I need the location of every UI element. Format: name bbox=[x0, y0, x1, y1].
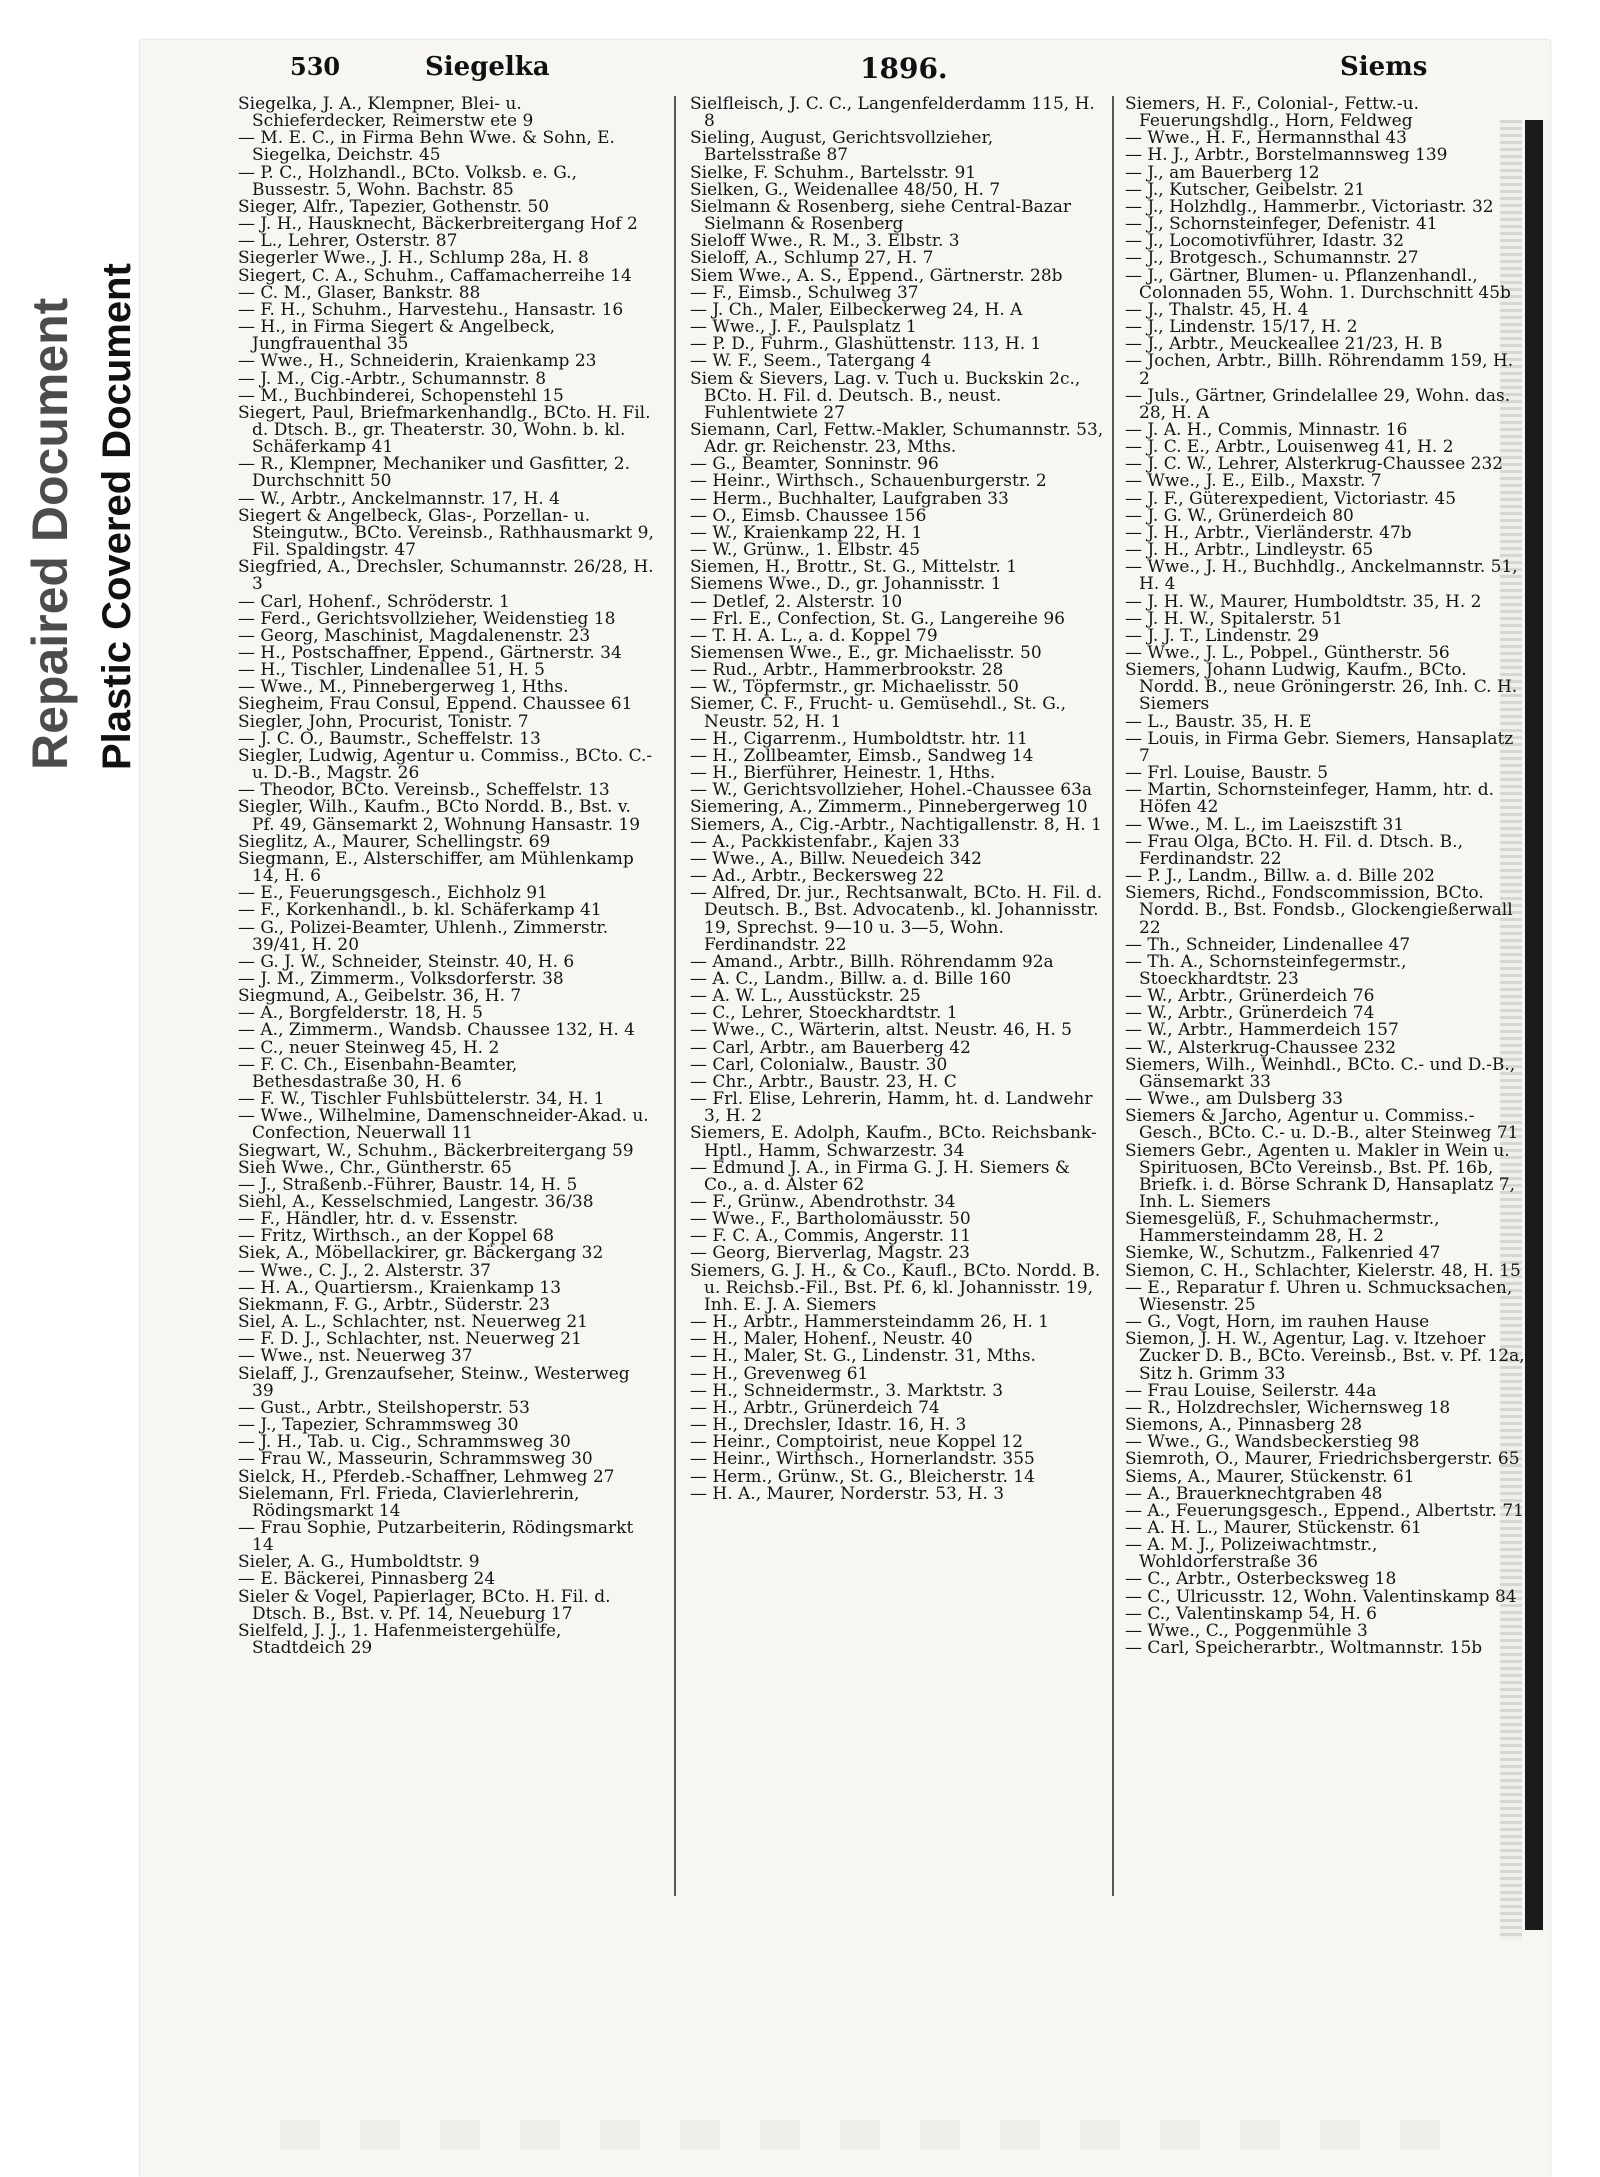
binding-label-plastic: Plastic Covered Document bbox=[95, 263, 139, 770]
directory-entry: — Frl. Louise, Baustr. 5 bbox=[1125, 763, 1329, 784]
directory-entry: — J., Straßenb.-Führer, Baustr. 14, H. 5 bbox=[238, 1174, 578, 1195]
directory-entry: Sieloff Wwe., R. M., 3. Elbstr. 3 bbox=[690, 231, 960, 252]
directory-entry: — Frau Olga, BCto. H. Fil. d. Dtsch. B., Ferdinandstr. 22 bbox=[1125, 831, 1463, 869]
directory-entry: — J., Gärtner, Blumen- u. Pflanzenhandl., Colonnaden 55, Wohn. 1. Durchschnitt 45b bbox=[1125, 265, 1511, 303]
directory-entry: — Th., Schneider, Lindenallee 47 bbox=[1125, 934, 1411, 955]
directory-entry: — Louis, in Firma Gebr. Siemers, Hansaplatz 7 bbox=[1125, 728, 1514, 766]
directory-entry: Sieling, August, Gerichtsvollzieher, Bartelsstraße 87 bbox=[690, 128, 994, 166]
directory-entry: Sieler & Vogel, Papierlager, BCto. H. Fil. d. Dtsch. B., Bst. v. Pf. 14, Neueburg 17 bbox=[238, 1586, 611, 1624]
directory-entry: — Wwe., am Dulsberg 33 bbox=[1125, 1089, 1344, 1110]
directory-entry: Siemer, C. F., Frucht- u. Gemüsehdl., St. G., Neustr. 52, H. 1 bbox=[690, 694, 1067, 732]
directory-entry: — J., Kutscher, Geibelstr. 21 bbox=[1125, 179, 1366, 200]
directory-entry: Siegwart, W., Schuhm., Bäckerbreitergang 59 bbox=[238, 1140, 634, 1161]
directory-entry: — J., Arbtr., Meuckeallee 21/23, H. B bbox=[1125, 334, 1443, 355]
directory-entry: — G., Vogt, Horn, im rauhen Hause bbox=[1125, 1312, 1430, 1333]
column-divider bbox=[674, 96, 676, 1896]
directory-entry: — Detlef, 2. Alsterstr. 10 bbox=[690, 591, 903, 612]
directory-entry: — H., in Firma Siegert & Angelbeck, Jungfrauenthal 35 bbox=[238, 317, 556, 355]
header-year: 1896. bbox=[860, 52, 948, 85]
directory-entry: — A. C., Landm., Billw. a. d. Bille 160 bbox=[690, 968, 1012, 989]
directory-entry: — J. C. W., Lehrer, Alsterkrug-Chaussee 232 bbox=[1125, 454, 1504, 475]
directory-entry: — W., Kraienkamp 22, H. 1 bbox=[690, 522, 923, 543]
directory-entry: Siehl, A., Kesselschmied, Langestr. 36/38 bbox=[238, 1192, 594, 1212]
directory-entry: — Rud., Arbtr., Hammerbrookstr. 28 bbox=[690, 660, 1004, 681]
directory-entry: — Carl, Hohenf., Schröderstr. 1 bbox=[238, 591, 510, 612]
directory-entry: Siegerler Wwe., J. H., Schlump 28a, H. 8 bbox=[238, 248, 589, 269]
directory-entry: — Georg, Bierverlag, Magstr. 23 bbox=[690, 1243, 970, 1264]
directory-entry: — F. C. Ch., Eisenbahn-Beamter, Bethesdastraße 30, H. 6 bbox=[238, 1054, 518, 1092]
directory-entry: Siemann, Carl, Fettw.-Makler, Schumannstr. 53, Adr. gr. Reichenstr. 23, Mths. bbox=[690, 419, 1104, 458]
directory-entry: — C. M., Glaser, Bankstr. 88 bbox=[238, 282, 481, 303]
directory-entry: — P. J., Landm., Billw. a. d. Bille 202 bbox=[1125, 866, 1435, 887]
directory-entry: — H. J., Arbtr., Borstelmannsweg 139 bbox=[1125, 145, 1448, 166]
directory-entry: — A., Brauerknechtgraben 48 bbox=[1125, 1483, 1383, 1504]
directory-entry: — W. F., Seem., Tatergang 4 bbox=[690, 351, 932, 372]
directory-entry: Siegelka, J. A., Klempner, Blei- u. Schieferdecker, Reimerstw ete 9 bbox=[238, 96, 534, 132]
directory-entry: Sielaff, J., Grenzaufseher, Steinw., Westerweg 39 bbox=[238, 1363, 630, 1401]
directory-entry: — H., Maler, Hohenf., Neustr. 40 bbox=[690, 1329, 973, 1350]
directory-entry: Sieler, A. G., Humboldtstr. 9 bbox=[238, 1552, 480, 1573]
directory-entry: — H., Schneidermstr., 3. Marktstr. 3 bbox=[690, 1380, 1004, 1401]
directory-entry: — J. Ch., Maler, Eilbeckerweg 24, H. A bbox=[690, 299, 1023, 320]
directory-entry: — Wwe., Wilhelmine, Damenschneider-Akad. u. Confection, Neuerwall 11 bbox=[238, 1106, 649, 1144]
directory-entry: — Wwe., G., Wandsbeckerstieg 98 bbox=[1125, 1432, 1420, 1453]
directory-entry: — G. J. W., Schneider, Steinstr. 40, H. 6 bbox=[238, 951, 575, 972]
directory-entry: Siemers, H. F., Colonial-, Fettw.-u. Feuerungshdlg., Horn, Feldweg bbox=[1125, 96, 1420, 132]
directory-entry: — W., Alsterkrug-Chaussee 232 bbox=[1125, 1037, 1397, 1058]
directory-entry: — F. C. A., Commis, Angerstr. 11 bbox=[690, 1226, 972, 1247]
directory-entry: — A. H. L., Maurer, Stückenstr. 61 bbox=[1125, 1517, 1422, 1538]
directory-entry: — Frl. E., Confection, St. G., Langereihe 96 bbox=[690, 608, 1065, 629]
directory-column-2 bbox=[690, 96, 1108, 1926]
directory-entry: Siel, A. L., Schlachter, nst. Neuerweg 21 bbox=[238, 1312, 589, 1333]
directory-entry: — J. F., Güterexpedient, Victoriastr. 45 bbox=[1125, 488, 1457, 509]
directory-entry: — J., Thalstr. 45, H. 4 bbox=[1125, 299, 1309, 320]
directory-entry: Siemons, A., Pinnasberg 28 bbox=[1125, 1415, 1363, 1436]
directory-entry: — Gust., Arbtr., Steilshoperstr. 53 bbox=[238, 1397, 530, 1418]
directory-column-3 bbox=[1125, 96, 1525, 1926]
directory-entry: — J. M., Zimmerm., Volksdorferstr. 38 bbox=[238, 968, 564, 989]
directory-entry: — A., Feuerungsgesch., Eppend., Albertstr. 71 bbox=[1125, 1500, 1524, 1521]
directory-entry: — A. W. L., Ausstückstr. 25 bbox=[690, 986, 921, 1007]
directory-entry: — F. H., Schuhm., Harvestehu., Hansastr. 16 bbox=[238, 299, 624, 320]
directory-entry: — Wwe., C., Wärterin, altst. Neustr. 46, H. 5 bbox=[690, 1020, 1072, 1041]
directory-entry: — L., Lehrer, Osterstr. 87 bbox=[238, 231, 458, 252]
directory-entry: Sielmann & Rosenberg, siehe Central-Bazar Sielmann & Rosenberg bbox=[690, 196, 1071, 235]
directory-entry: Sieger, Alfr., Tapezier, Gothenstr. 50 bbox=[238, 196, 550, 217]
directory-entry: Sielken, G., Weidenallee 48/50, H. 7 bbox=[690, 179, 1001, 200]
directory-column-1 bbox=[238, 96, 656, 1926]
directory-entry: — Wwe., F., Bartholomäusstr. 50 bbox=[690, 1209, 971, 1230]
binding-strip bbox=[0, 0, 139, 2177]
directory-entry: — H., Grevenweg 61 bbox=[690, 1363, 869, 1384]
directory-entry: — J. A. H., Commis, Minnastr. 16 bbox=[1125, 419, 1408, 440]
directory-entry: Siem Wwe., A. S., Eppend., Gärtnerstr. 28b bbox=[690, 265, 1063, 286]
directory-entry: Sielfleisch, J. C. C., Langenfelderdamm 115, H. 8 bbox=[690, 96, 1095, 132]
directory-entry: — Wwe., C., Poggenmühle 3 bbox=[1125, 1620, 1368, 1641]
directory-entry: Siemen, H., Brottr., St. G., Mittelstr. 1 bbox=[690, 557, 1018, 578]
directory-entry: — J. H., Arbtr., Vierländerstr. 47b bbox=[1125, 522, 1412, 543]
directory-entry: — Frl. Elise, Lehrerin, Hamm, ht. d. Landwehr 3, H. 2 bbox=[690, 1089, 1093, 1127]
directory-entry: — J. C. O., Baumstr., Scheffelstr. 13 bbox=[238, 728, 541, 749]
directory-entry: Siemers, Johann Ludwig, Kaufm., BCto. Nordd. B., neue Gröningerstr. 26, Inh. C. H. Siemers bbox=[1125, 660, 1518, 715]
directory-entry: — J. H., Tab. u. Cig., Schrammsweg 30 bbox=[238, 1432, 571, 1453]
directory-entry: — J., Brotgesch., Schumannstr. 27 bbox=[1125, 248, 1419, 269]
directory-entry: — C., Arbtr., Osterbecksweg 18 bbox=[1125, 1569, 1397, 1590]
directory-entry: — Carl, Arbtr., am Bauerberg 42 bbox=[690, 1037, 971, 1058]
directory-entry: — W., Arbtr., Anckelmannstr. 17, H. 4 bbox=[238, 488, 560, 509]
column-divider bbox=[1112, 96, 1114, 1896]
directory-entry: — Ferd., Gerichtsvollzieher, Weidenstieg 18 bbox=[238, 608, 616, 629]
directory-entry: — Heinr., Wirthsch., Hornerlandstr. 355 bbox=[690, 1449, 1035, 1470]
directory-entry: — J., Locomotivführer, Idastr. 32 bbox=[1125, 231, 1405, 252]
directory-entry: — E., Reparatur f. Uhren u. Schmucksachen, Wiesenstr. 25 bbox=[1125, 1277, 1513, 1315]
directory-entry: — Fritz, Wirthsch., an der Koppel 68 bbox=[238, 1226, 555, 1247]
directory-entry: — F., Händler, htr. d. v. Essenstr. bbox=[238, 1209, 519, 1230]
directory-entry: — Martin, Schornsteinfeger, Hamm, htr. d. Höfen 42 bbox=[1125, 780, 1495, 818]
directory-entry: — P. C., Holzhandl., BCto. Volksb. e. G., Bussestr. 5, Wohn. Bachstr. 85 bbox=[238, 162, 577, 200]
directory-entry: — F. W., Tischler Fuhlsbüttelerstr. 34, H. 1 bbox=[238, 1089, 605, 1110]
directory-entry: Siemroth, O., Maurer, Friedrichsbergerstr. 65 bbox=[1125, 1449, 1520, 1470]
directory-entry: Siemers, E. Adolph, Kaufm., BCto. Reichsbank-Hptl., Hamm, Schwarzestr. 34 bbox=[690, 1123, 1097, 1161]
bleed-through-text bbox=[280, 2120, 1460, 2150]
directory-entry: — Edmund J. A., in Firma G. J. H. Siemers & Co., a. d. Alster 62 bbox=[690, 1157, 1071, 1195]
directory-entry: — Wwe., C. J., 2. Alsterstr. 37 bbox=[238, 1260, 491, 1281]
directory-entry: — A. M. J., Polizeiwachtmstr., Wohldorferstraße 36 bbox=[1125, 1535, 1378, 1573]
directory-entry: — F., Eimsb., Schulweg 37 bbox=[690, 282, 919, 303]
directory-entry: Siemon, C. H., Schlachter, Kielerstr. 48, H. 15 bbox=[1125, 1260, 1521, 1281]
directory-entry: — M. E. C., in Firma Behn Wwe. & Sohn, E. Siegelka, Deichstr. 45 bbox=[238, 128, 615, 166]
directory-entry: — Heinr., Comptoirist, neue Koppel 12 bbox=[690, 1432, 1024, 1453]
directory-entry: — H., Postschaffner, Eppend., Gärtnerstr. 34 bbox=[238, 643, 622, 663]
directory-entry: — Wwe., J. H., Buchhdlg., Anckelmannstr. 51, H. 4 bbox=[1125, 557, 1518, 595]
directory-entry: — Amand., Arbtr., Billh. Röhrendamm 92a bbox=[690, 951, 1054, 972]
directory-entry: — Heinr., Wirthsch., Schauenburgerstr. 2 bbox=[690, 471, 1047, 492]
directory-entry: — A., Packkistenfabr., Kajen 33 bbox=[690, 831, 960, 852]
directory-entry: — C., Valentinskamp 54, H. 6 bbox=[1125, 1603, 1377, 1624]
directory-entry: — W., Arbtr., Hammerdeich 157 bbox=[1125, 1020, 1399, 1041]
directory-entry: — G., Beamter, Sonninstr. 96 bbox=[690, 454, 939, 475]
directory-entry: Siek, A., Möbellackirer, gr. Bäckergang 32 bbox=[238, 1243, 604, 1264]
directory-entry: — J. H., Hausknecht, Bäckerbreitergang Hof 2 bbox=[238, 214, 638, 235]
page-edge-shadow bbox=[1525, 120, 1543, 1930]
directory-entry: — H., Tischler, Lindenallee 51, H. 5 bbox=[238, 660, 545, 681]
directory-entry: — Georg, Maschinist, Magdalenenstr. 23 bbox=[238, 625, 591, 646]
directory-entry: — C., neuer Steinweg 45, H. 2 bbox=[238, 1037, 500, 1058]
directory-entry: — W., Arbtr., Grünerdeich 74 bbox=[1125, 1003, 1375, 1024]
page-header bbox=[280, 52, 1530, 92]
directory-entry: Siegmann, E., Alsterschiffer, am Mühlenkamp 14, H. 6 bbox=[238, 848, 634, 887]
directory-entry: — Frau Louise, Seilerstr. 44a bbox=[1125, 1380, 1377, 1401]
directory-entry: Siemesgelüß, F., Schuhmachermstr., Hammersteindamm 28, H. 2 bbox=[1125, 1209, 1440, 1247]
directory-entry: — F., Korkenhandl., b. kl. Schäferkamp 41 bbox=[238, 900, 602, 921]
directory-entry: — M., Buchbinderei, Schopenstehl 15 bbox=[238, 385, 564, 406]
directory-entry: — E. Bäckerei, Pinnasberg 24 bbox=[238, 1569, 496, 1590]
directory-entry: — Juls., Gärtner, Grindelallee 29, Wohn. das. 28, H. A bbox=[1125, 385, 1511, 423]
directory-entry: Siegler, John, Procurist, Tonistr. 7 bbox=[238, 711, 529, 732]
directory-entry: Siegler, Ludwig, Agentur u. Commiss., BCto. C.- u. D.-B., Magstr. 26 bbox=[238, 745, 653, 784]
binding-label-repaired: Repaired Document bbox=[22, 297, 78, 770]
directory-entry: Sielfeld, J. J., 1. Hafenmeistergehülfe, Stadtdeich 29 bbox=[238, 1620, 562, 1659]
directory-entry: — J. J. T., Lindenstr. 29 bbox=[1125, 625, 1319, 646]
directory-entry: — H., Bierführer, Heinestr. 1, Hths. bbox=[690, 763, 996, 784]
page-number: 530 bbox=[290, 52, 341, 81]
directory-entry: — H., Zollbeamter, Eimsb., Sandweg 14 bbox=[690, 745, 1034, 766]
directory-entry: — Wwe., J. E., Eilb., Maxstr. 7 bbox=[1125, 471, 1382, 492]
directory-entry: — Wwe., J. L., Pobpel., Güntherstr. 56 bbox=[1125, 643, 1450, 663]
directory-entry: — Herm., Buchhalter, Laufgraben 33 bbox=[690, 488, 1009, 509]
directory-entry: — J. H. W., Spitalerstr. 51 bbox=[1125, 608, 1343, 629]
directory-entry: — H., Arbtr., Grünerdeich 74 bbox=[690, 1397, 940, 1418]
directory-entry: — C., Ulricusstr. 12, Wohn. Valentinskamp 84 bbox=[1125, 1586, 1517, 1607]
directory-entry: — H. A., Quartiersm., Kraienkamp 13 bbox=[238, 1277, 562, 1298]
directory-entry: — J., am Bauerberg 12 bbox=[1125, 162, 1320, 183]
directory-entry: Siemers & Jarcho, Agentur u. Commiss.-Gesch., BCto. C.- u. D.-B., alter Steinweg 71 bbox=[1125, 1106, 1519, 1144]
directory-entry: — T. H. A. L., a. d. Koppel 79 bbox=[690, 625, 938, 646]
directory-entry: — L., Baustr. 35, H. E bbox=[1125, 711, 1312, 732]
directory-entry: Siem & Sievers, Lag. v. Tuch u. Buckskin 2c., BCto. H. Fil. d. Deutsch. B., neust. Fuhlentwiete 27 bbox=[690, 368, 1081, 423]
directory-entry: — J. H. W., Maurer, Humboldtstr. 35, H. 2 bbox=[1125, 591, 1482, 612]
directory-entry: — J., Schornsteinfeger, Defenistr. 41 bbox=[1125, 214, 1438, 235]
directory-entry: — Frau W., Masseurin, Schrammsweg 30 bbox=[238, 1449, 593, 1470]
directory-entry: — H., Cigarrenm., Humboldtstr. htr. 11 bbox=[690, 728, 1028, 749]
directory-entry: — H., Drechsler, Idastr. 16, H. 3 bbox=[690, 1415, 967, 1436]
directory-entry: Siegert, Paul, Briefmarkenhandlg., BCto. H. Fil. d. Dtsch. B., gr. Theaterstr. 30, Wohn. b. kl. Schäferkamp 41 bbox=[238, 402, 651, 458]
directory-entry: — Th. A., Schornsteinfegermstr., Stoeckhardtstr. 23 bbox=[1125, 951, 1407, 989]
directory-entry: — W., Arbtr., Grünerdeich 76 bbox=[1125, 986, 1375, 1007]
directory-entry: — Ad., Arbtr., Beckersweg 22 bbox=[690, 866, 945, 887]
directory-entry: — Wwe., H., Schneiderin, Kraienkamp 23 bbox=[238, 351, 597, 372]
directory-entry: — Wwe., M. L., im Laeiszstift 31 bbox=[1125, 814, 1405, 835]
directory-entry: Siemering, A., Zimmerm., Pinnebergerweg 10 bbox=[690, 797, 1088, 818]
directory-entry: — C., Lehrer, Stoeckhardtstr. 1 bbox=[690, 1003, 958, 1024]
directory-entry: Sieh Wwe., Chr., Güntherstr. 65 bbox=[238, 1157, 512, 1178]
directory-entry: — J. H., Arbtr., Lindleystr. 65 bbox=[1125, 540, 1374, 561]
directory-entry: — H., Maler, St. G., Lindenstr. 31, Mths. bbox=[690, 1346, 1036, 1367]
directory-entry: — O., Eimsb. Chaussee 156 bbox=[690, 505, 927, 526]
directory-entry: — W., Töpfermstr., gr. Michaelisstr. 50 bbox=[690, 677, 1019, 698]
directory-entry: Sielemann, Frl. Frieda, Clavierlehrerin, Rödingsmarkt 14 bbox=[238, 1483, 580, 1521]
directory-entry: — F. D. J., Schlachter, nst. Neuerweg 21 bbox=[238, 1329, 582, 1350]
directory-entry: Siegheim, Frau Consul, Eppend. Chaussee 61 bbox=[238, 694, 633, 715]
directory-entry: Sieglitz, A., Maurer, Schellingstr. 69 bbox=[238, 831, 551, 852]
directory-entry: — Alfred, Dr. jur., Rechtsanwalt, BCto. H. Fil. d. Deutsch. B., Bst. Advocatenb., kl. Johannisstr. 19, Sprechst. 9—10 u. 3—5, Wohn. Ferdinandstr. 22 bbox=[690, 883, 1103, 955]
header-left-keyword: Siegelka bbox=[425, 52, 550, 82]
directory-entry: — R., Klempner, Mechaniker und Gasfitter, 2. Durchschnitt 50 bbox=[238, 454, 631, 492]
directory-entry: Siegler, Wilh., Kaufm., BCto Nordd. B., Bst. v. Pf. 49, Gänsemarkt 2, Wohnung Hansastr. 19 bbox=[238, 797, 641, 835]
directory-entry: — Jochen, Arbtr., Billh. Röhrendamm 159, H. 2 bbox=[1125, 351, 1514, 389]
directory-entry: — Carl, Colonialw., Baustr. 30 bbox=[690, 1054, 948, 1075]
directory-entry: — F., Grünw., Abendrothstr. 34 bbox=[690, 1192, 956, 1212]
directory-entry: — Carl, Speicherarbtr., Woltmannstr. 15b bbox=[1125, 1638, 1483, 1659]
directory-entry: Siemke, W., Schutzm., Falkenried 47 bbox=[1125, 1243, 1441, 1264]
directory-entry: Siemers, A., Cig.-Arbtr., Nachtigallenstr. 8, H. 1 bbox=[690, 814, 1102, 835]
header-right-keyword: Siems bbox=[1340, 52, 1428, 82]
directory-entry: — J. M., Cig.-Arbtr., Schumannstr. 8 bbox=[238, 368, 547, 389]
directory-entry: — G., Polizei-Beamter, Uhlenh., Zimmerstr. 39/41, H. 20 bbox=[238, 917, 609, 955]
directory-entry: Siemers Gebr., Agenten u. Makler in Wein u. Spirituosen, BCto Vereinsb., Bst. Pf. 16b, Briefk. i. d. Börse Schrank D, Hansaplatz 7, Inh. L. Siemers bbox=[1125, 1140, 1515, 1212]
directory-entry: Siemers, Richd., Fondscommission, BCto. Nordd. B., Bst. Fondsb., Glockengießerwall 22 bbox=[1125, 883, 1513, 938]
directory-entry: Siems, A., Maurer, Stückenstr. 61 bbox=[1125, 1466, 1415, 1487]
directory-entry: — Wwe., H. F., Hermannsthal 43 bbox=[1125, 128, 1407, 149]
directory-entry: — Wwe., A., Billw. Neuedeich 342 bbox=[690, 848, 982, 869]
directory-entry: — A., Borgfelderstr. 18, H. 5 bbox=[238, 1003, 483, 1024]
directory-entry: — Herm., Grünw., St. G., Bleicherstr. 14 bbox=[690, 1466, 1035, 1487]
directory-entry: — H., Arbtr., Hammersteindamm 26, H. 1 bbox=[690, 1312, 1049, 1333]
directory-entry: — P. D., Fuhrm., Glashüttenstr. 113, H. 1 bbox=[690, 334, 1042, 355]
directory-entry: — Wwe., J. F., Paulsplatz 1 bbox=[690, 317, 917, 338]
directory-entry: Siegfried, A., Drechsler, Schumannstr. 26/28, H. 3 bbox=[238, 557, 654, 595]
directory-entry: — W., Gerichtsvollzieher, Hohel.-Chaussee 63a bbox=[690, 780, 1093, 801]
directory-entry: Siegmund, A., Geibelstr. 36, H. 7 bbox=[238, 986, 522, 1007]
directory-entry: Sielck, H., Pferdeb.-Schaffner, Lehmweg 27 bbox=[238, 1466, 615, 1487]
directory-entry: — J. G. W., Grünerdeich 80 bbox=[1125, 505, 1354, 526]
directory-entry: Siegert & Angelbeck, Glas-, Porzellan- u. Steingutw., BCto. Vereinsb., Rathhausmarkt 9, Fil. Spaldingstr. 47 bbox=[238, 505, 654, 561]
directory-entry: Sielke, F. Schuhm., Bartelsstr. 91 bbox=[690, 162, 977, 183]
directory-entry: Sieloff, A., Schlump 27, H. 7 bbox=[690, 248, 934, 269]
directory-entry: — J. C. E., Arbtr., Louisenweg 41, H. 2 bbox=[1125, 437, 1454, 458]
directory-entry: — A., Zimmerm., Wandsb. Chaussee 132, H. 4 bbox=[238, 1020, 635, 1041]
directory-entry: — J., Lindenstr. 15/17, H. 2 bbox=[1125, 317, 1358, 338]
directory-entry: — Frau Sophie, Putzarbeiterin, Rödingsmarkt 14 bbox=[238, 1517, 634, 1556]
directory-entry: — J., Holzhdlg., Hammerbr., Victoriastr. 32 bbox=[1125, 196, 1494, 217]
directory-entry: — J., Tapezier, Schrammsweg 30 bbox=[238, 1415, 519, 1436]
directory-entry: — R., Holzdrechsler, Wichernsweg 18 bbox=[1125, 1397, 1451, 1418]
directory-entry: Siemens Wwe., D., gr. Johannisstr. 1 bbox=[690, 574, 1002, 595]
directory-entry: — E., Feuerungsgesch., Eichholz 91 bbox=[238, 883, 548, 904]
binding-label-group bbox=[20, 0, 142, 770]
directory-entry: — Wwe., nst. Neuerweg 37 bbox=[238, 1346, 473, 1367]
directory-entry: — Wwe., M., Pinnebergerweg 1, Hths. bbox=[238, 677, 569, 698]
directory-entry: Siemers, G. J. H., & Co., Kaufl., BCto. Nordd. B. u. Reichsb.-Fil., Bst. Pf. 6, kl. Johannisstr. 19, Inh. E. J. A. Siemers bbox=[690, 1260, 1101, 1315]
directory-entry: Siemon, J. H. W., Agentur, Lag. v. Itzehoer Zucker D. B., BCto. Vereinsb., Bst. v. Pf. 12a, Sitz h. Grimm 33 bbox=[1125, 1329, 1525, 1384]
directory-entry: — Chr., Arbtr., Baustr. 23, H. C bbox=[690, 1071, 957, 1092]
directory-entry: Siemensen Wwe., E., gr. Michaelisstr. 50 bbox=[690, 643, 1042, 663]
directory-entry: — W., Grünw., 1. Elbstr. 45 bbox=[690, 540, 921, 561]
directory-entry: Siegert, C. A., Schuhm., Caffamacherreihe 14 bbox=[238, 265, 632, 286]
directory-entry: Siekmann, F. G., Arbtr., Süderstr. 23 bbox=[238, 1294, 551, 1315]
directory-entry: Siemers, Wilh., Weinhdl., BCto. C.- und D.-B., Gänsemarkt 33 bbox=[1125, 1054, 1516, 1092]
directory-entry: — Theodor, BCto. Vereinsb., Scheffelstr. 13 bbox=[238, 780, 610, 801]
directory-entry: — H. A., Maurer, Norderstr. 53, H. 3 bbox=[690, 1483, 1005, 1504]
